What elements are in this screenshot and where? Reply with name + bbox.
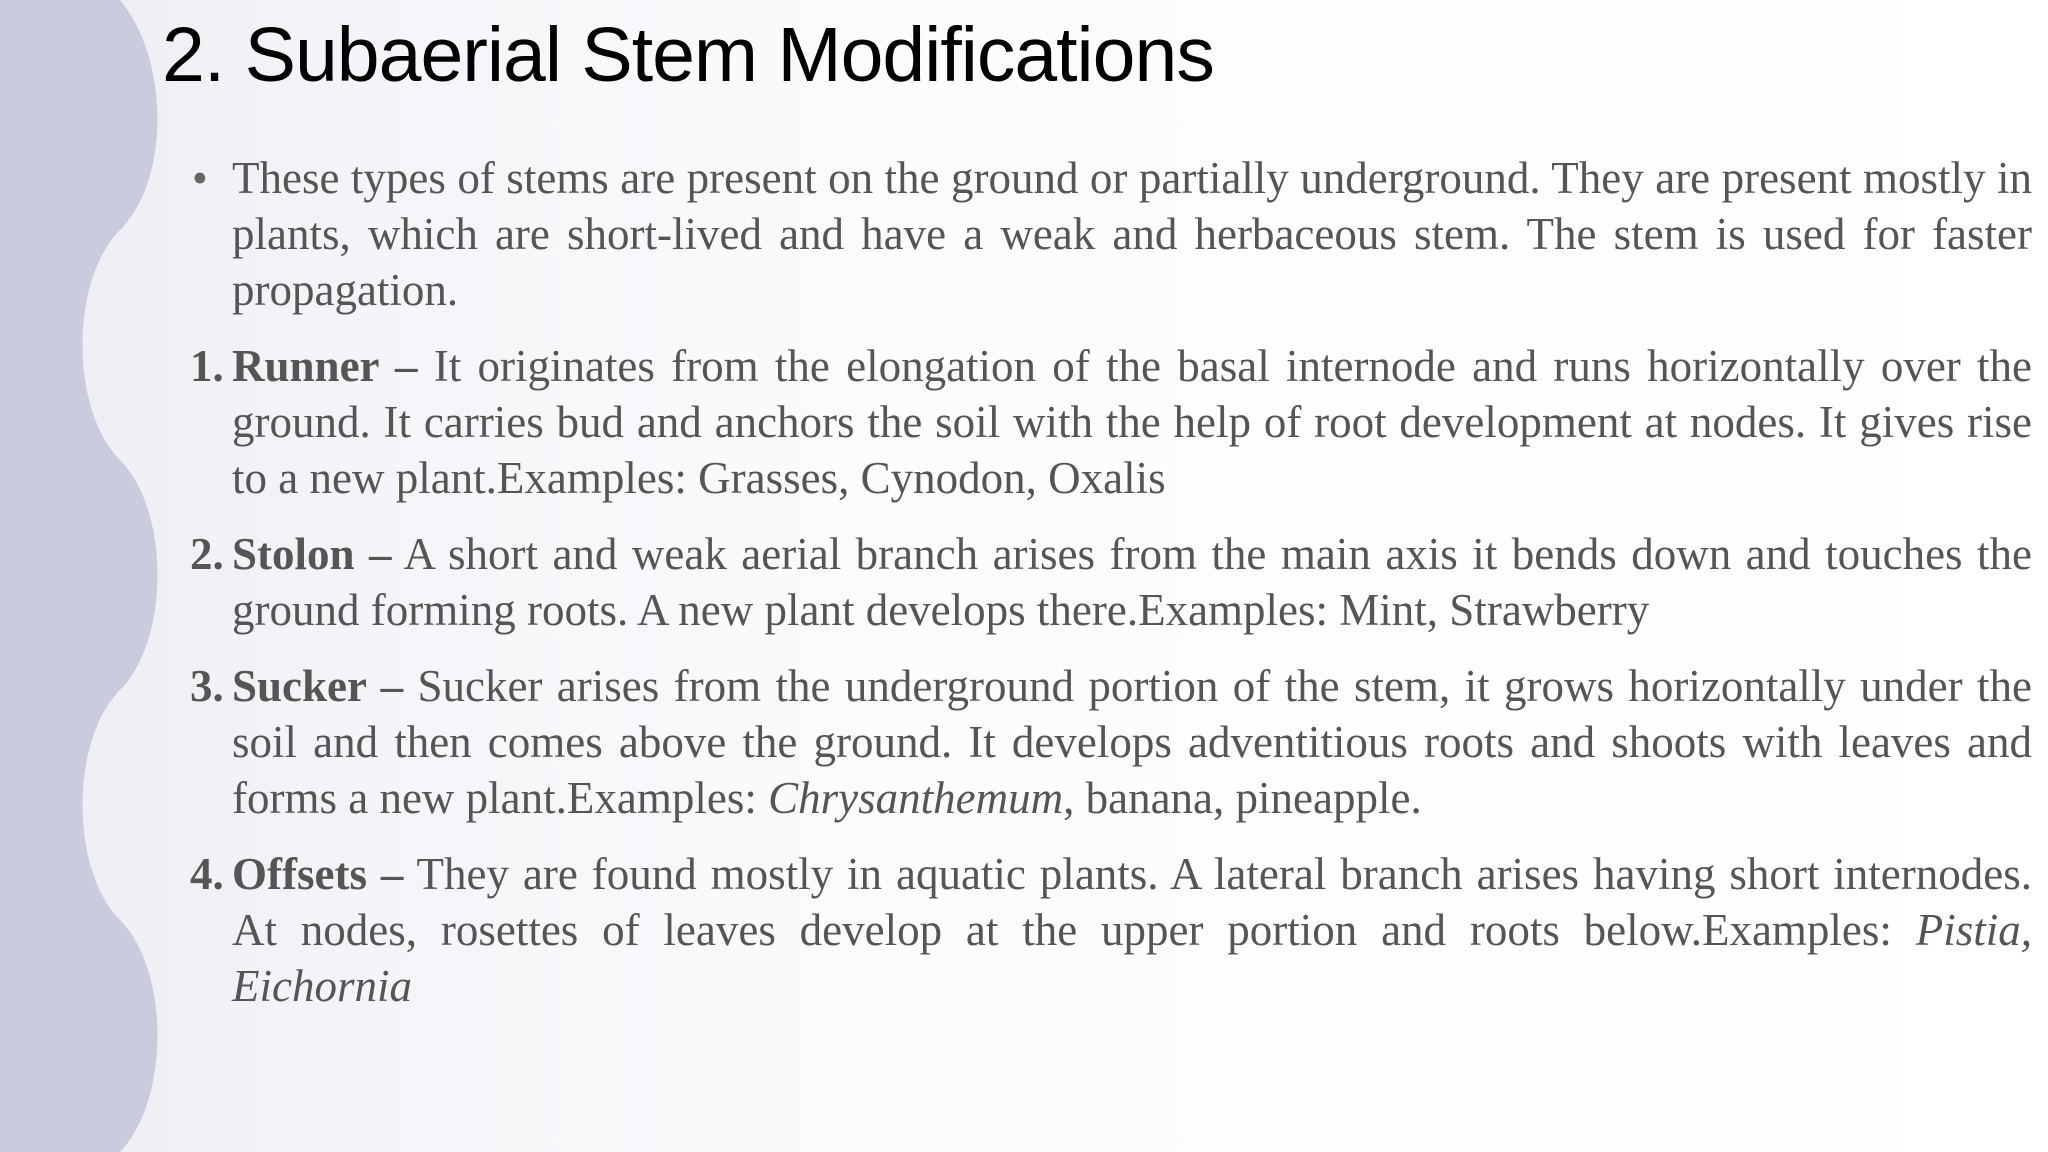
item-number: 4. bbox=[190, 849, 224, 899]
list-item-runner bbox=[190, 338, 2032, 506]
item-tail-text: , banana, pineapple. bbox=[1063, 773, 1422, 823]
item-text: A short and weak aerial branch arises from the main axis it bends down and touches the ground forming roots. A new plant develops there.Examples: Mint, Strawberry bbox=[232, 529, 2033, 635]
item-text: It originates from the elongation of the basal internode and runs horizontally over the ground. It carries bud and anchors the soil with the help of root development at nodes. It gives rise to a new plant.Examples: Grasses, Cynodon, Oxalis bbox=[232, 341, 2033, 503]
wavy-band-shape bbox=[0, 0, 158, 1152]
list-item-sucker bbox=[190, 658, 2032, 826]
item-italic-example: Chrysanthemum bbox=[768, 773, 1064, 823]
item-text: Sucker arises from the underground portion of the stem, it grows horizontally under the soil and then comes above the ground. It develops adventitious roots and shoots with leaves and forms a new plant.Examples: bbox=[232, 661, 2032, 823]
item-number: 2. bbox=[190, 529, 224, 579]
intro-paragraph bbox=[190, 150, 2032, 318]
list-item-offsets bbox=[190, 846, 2032, 1014]
item-term: Offsets – bbox=[232, 849, 404, 899]
slide-body bbox=[190, 150, 2032, 1034]
item-number: 1. bbox=[190, 341, 224, 391]
bullet-marker: • bbox=[192, 153, 208, 203]
item-term: Sucker – bbox=[232, 661, 404, 711]
item-term: Stolon – bbox=[232, 529, 392, 579]
intro-text: These types of stems are present on the ground or partially underground. They are present mostly in plants, which are short-lived and have a weak and herbaceous stem. The stem is used for faster propagation. bbox=[232, 153, 2032, 315]
list-item-stolon bbox=[190, 526, 2032, 638]
item-text: They are found mostly in aquatic plants. A lateral branch arises having short internodes. At nodes, rosettes of leaves develop at the upper portion and roots below.Examples: bbox=[232, 849, 2032, 955]
item-term: Runner – bbox=[232, 341, 418, 391]
slide-title: 2. Subaerial Stem Modifications bbox=[162, 12, 1214, 98]
item-number: 3. bbox=[190, 661, 224, 711]
item-italic-example: Pistia, Eichornia bbox=[232, 905, 2032, 1011]
wavy-side-band bbox=[0, 0, 160, 1152]
